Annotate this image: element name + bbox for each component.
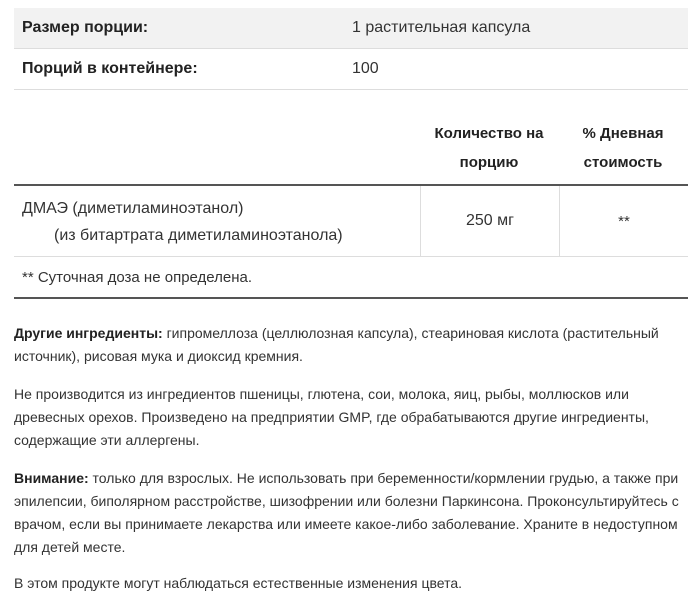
serving-size-row (14, 8, 688, 49)
other-ingredients-label: Другие ингредиенты: (14, 325, 163, 341)
color-variation-note: В этом продукте могут наблюдаться естественные изменения цвета. (14, 575, 463, 591)
ingredient-source: (из битартрата диметиламиноэтанола) (54, 227, 343, 244)
amount-column-header: Количество на порцию (434, 125, 544, 171)
facts-footnote: ** Суточная доза не определена. (14, 257, 688, 299)
supplement-facts-table (14, 112, 688, 299)
ingredient-name: ДМАЭ (диметиламиноэтанол) (22, 200, 244, 217)
other-ingredients-paragraph (14, 322, 684, 368)
allergen-paragraph: Не производится из ингредиентов пшеницы, глютена, сои, молока, яиц, рыбы, моллюсков или древесных орехов. Произведено на предприятии GMP, где обрабатываются другие ингредиенты, содержащие эти аллергены. (14, 386, 649, 448)
daily-value-column-header: % Дневная стоимость (582, 125, 664, 171)
facts-row-dmae (14, 186, 688, 257)
serving-size-label: Размер порции: (22, 19, 149, 36)
ingredient-daily-value: ** (618, 212, 630, 230)
serving-info-table (14, 8, 688, 90)
servings-per-container-row (14, 49, 688, 90)
facts-header-row (14, 112, 688, 186)
ingredient-name-cell (14, 186, 420, 256)
servings-per-container-label: Порций в контейнере: (22, 60, 198, 77)
warning-paragraph (14, 467, 684, 559)
servings-per-container-value: 100 (352, 60, 379, 77)
facts-header-spacer (14, 112, 420, 184)
serving-size-value: 1 растительная капсула (352, 19, 531, 36)
ingredient-amount: 250 мг (420, 186, 560, 256)
other-ingredients-text: гипромеллоза (целлюлозная капсула), стеариновая кислота (растительный источник), рисовая мука и диоксид кремния. (14, 325, 659, 364)
warning-text: только для взрослых. Не использовать при беременности/кормлении грудью, а также при эпилепсии, биполярном расстройстве, шизофрении или болезни Паркинсона. Проконсультируйтесь с врачом, если вы принимаете лекарства или имеете какое-либо заболевание. Храните в недоступном для детей месте. (14, 470, 679, 555)
warning-label: Внимание: (14, 470, 89, 486)
